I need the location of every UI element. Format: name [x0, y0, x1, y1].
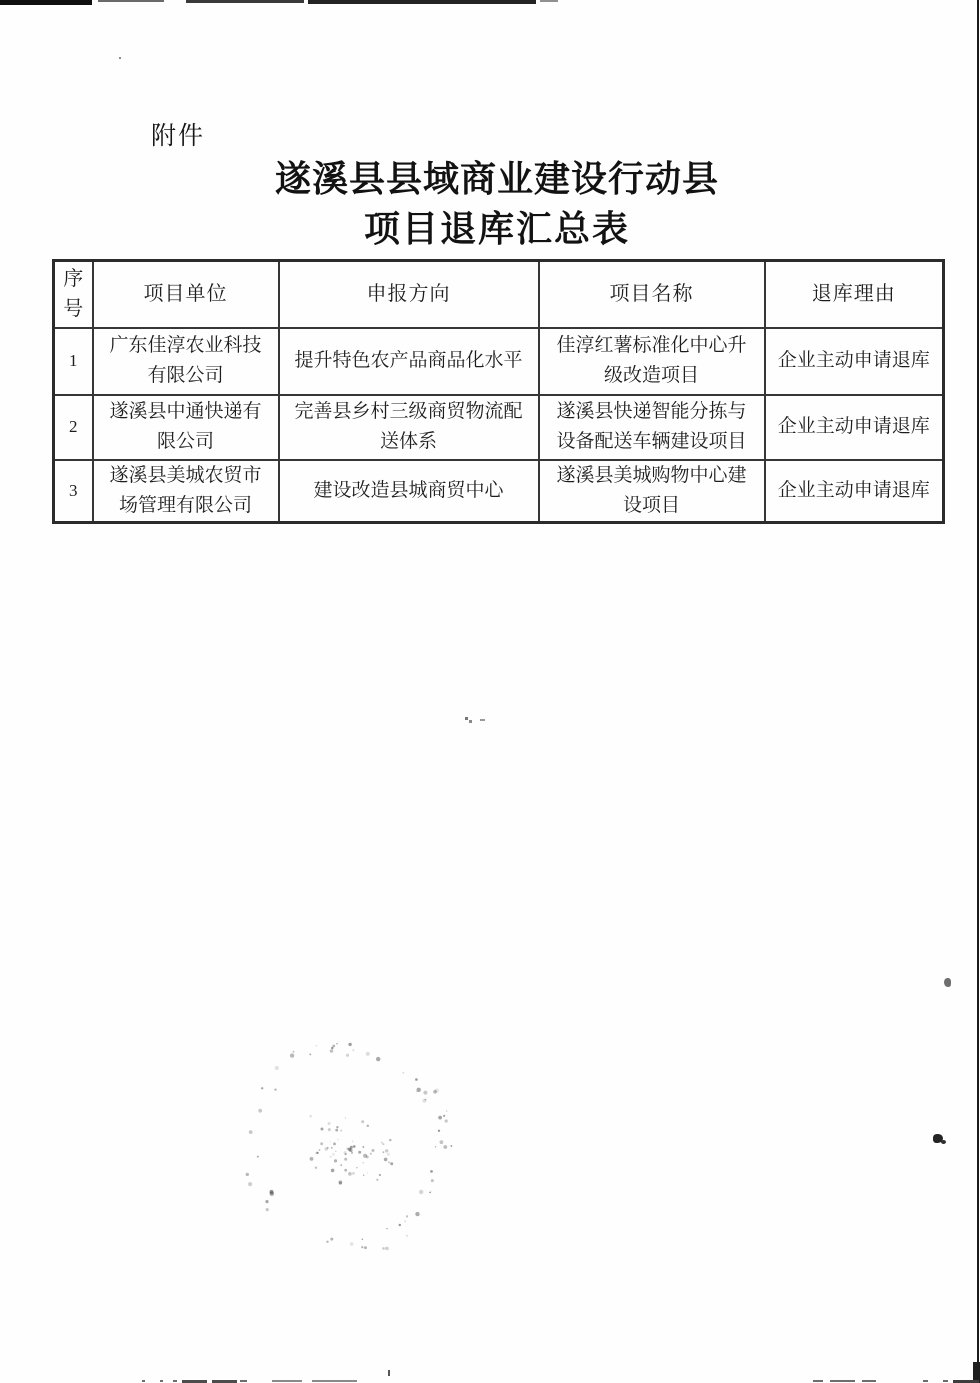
scan-edge-top: [0, 0, 92, 5]
scan-speck: [465, 717, 468, 720]
scan-bottom-dash: [160, 1380, 163, 1382]
cell-project-name: 遂溪县快递智能分拣与设备配送车辆建设项目: [539, 395, 765, 460]
scan-edge-top: [540, 0, 558, 2]
cell-serial-no: 1: [54, 328, 93, 395]
col-header-serial-no: 序号: [54, 261, 93, 328]
scan-speck: [388, 1370, 390, 1376]
ink-blot: [933, 1134, 943, 1143]
scan-bottom-dash: [813, 1380, 823, 1382]
cell-serial-no: 3: [54, 460, 93, 523]
table-row: [54, 460, 944, 523]
scan-bottom-dash: [142, 1380, 145, 1382]
ink-blot: [944, 978, 951, 987]
scan-bottom-dash: [923, 1380, 928, 1382]
faded-official-stamp: [215, 1014, 479, 1278]
scan-speck: [119, 57, 121, 59]
col-header-withdrawal-reason: 退库理由: [765, 261, 944, 328]
col-header-application-direction: 申报方向: [279, 261, 539, 328]
scan-bottom-dash: [272, 1380, 302, 1382]
scan-speck: [469, 720, 472, 723]
table-row: [54, 395, 944, 460]
scan-edge-top: [308, 0, 536, 4]
scan-bottom-dash: [943, 1380, 948, 1382]
attachment-label: 附件: [151, 123, 206, 150]
cell-application-direction: 建设改造县城商贸中心: [279, 460, 539, 523]
scan-bottom-dash: [173, 1380, 177, 1382]
table-row: [54, 328, 944, 395]
scan-edge-right: [977, 0, 979, 1383]
cell-project-name: 遂溪县美城购物中心建设项目: [539, 460, 765, 523]
cell-withdrawal-reason: 企业主动申请退库: [765, 460, 944, 523]
cell-withdrawal-reason: 企业主动申请退库: [765, 395, 944, 460]
scan-bottom-dash: [830, 1380, 855, 1382]
cell-serial-no: 2: [54, 395, 93, 460]
cell-project-name: 佳淳红薯标准化中心升级改造项目: [539, 328, 765, 395]
cell-project-unit: 遂溪县中通快递有限公司: [93, 395, 279, 460]
scan-bottom-dash: [862, 1380, 876, 1382]
cell-withdrawal-reason: 企业主动申请退库: [765, 328, 944, 395]
table-header-row: [54, 261, 944, 328]
document-title: [52, 156, 942, 252]
cell-project-unit: 遂溪县美城农贸市场管理有限公司: [93, 460, 279, 523]
cell-application-direction: 完善县乡村三级商贸物流配送体系: [279, 395, 539, 460]
ink-blot: [941, 1140, 946, 1144]
cell-application-direction: 提升特色农产品商品化水平: [279, 328, 539, 395]
col-header-project-name: 项目名称: [539, 261, 765, 328]
scan-bottom-dash: [312, 1380, 357, 1382]
project-withdrawal-table: [52, 259, 945, 524]
col-header-project-unit: 项目单位: [93, 261, 279, 328]
scan-corner-mark: [973, 1362, 980, 1383]
scan-edge-top: [186, 0, 304, 3]
scan-bottom-dash: [240, 1380, 247, 1382]
scan-speck: [480, 719, 485, 721]
scan-edge-top: [98, 0, 164, 2]
cell-project-unit: 广东佳淳农业科技有限公司: [93, 328, 279, 395]
title-line-2: 项目退库汇总表: [363, 209, 630, 249]
title-line-1: 遂溪县县域商业建设行动县: [274, 159, 719, 199]
